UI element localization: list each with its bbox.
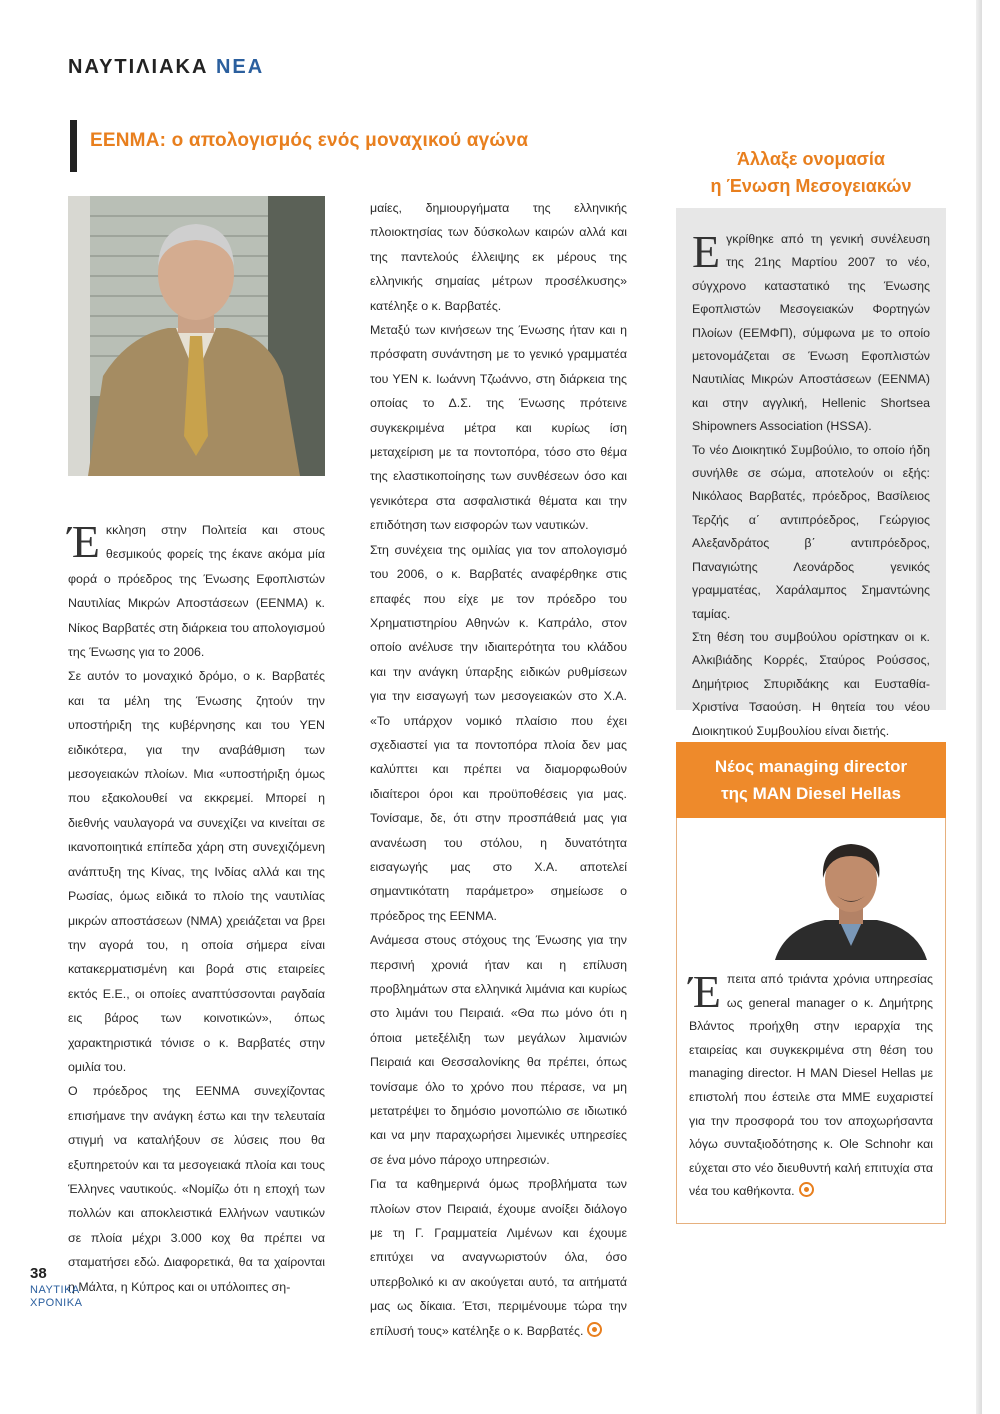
sidebar2-paragraph-text: πειτα από τριάντα χρόνια υπηρεσίας ως general manager ο κ. Δημήτρης Βλάντος προήχθη στην ιεραρχία της εταιρείας και συγκεκριμένα στη θέση του managing director. Η MAN Diesel Hellas με επιστολή που έστειλε στα ΜΜΕ ευχαριστεί για την προσφορά του τον αποχωρήσαντα λόγω συνταξιοδότησης κ. Ole Schnohr και εύχεται στο νέο διευθυντή καλή επιτυχία στα νέα του καθήκοντα. xyxy=(689,972,933,1199)
title-bar xyxy=(70,120,77,172)
article-paragraph xyxy=(68,518,325,664)
portrait-varvates xyxy=(68,196,325,476)
sidebar1-text xyxy=(692,228,930,743)
article-title: ΕΕΝΜΑ: ο απολογισμός ενός μοναχικού αγώνα xyxy=(90,130,529,151)
section-header xyxy=(68,56,264,79)
magazine-name-line2: ΧΡΟΝΙΚΑ xyxy=(30,1297,83,1309)
article-paragraph-text: κκληση στην Πολιτεία και στους θεσμικούς φορείς της έκανε ακόμα μία φορά ο πρόεδρος της Ένωσης Εφοπλιστών Ναυτιλίας Μικρών Αποστάσεων (ΕΕΝΜΑ) κ. Νίκος Βαρβατές στη διάρκεια του απολογισμού της Ένωσης για το 2006. xyxy=(68,523,325,660)
page-spine xyxy=(976,0,982,1414)
portrait-vlantos xyxy=(765,828,937,960)
article-paragraph: Ανάμεσα στους στόχους της Ένωσης για την περσινή χρονιά ήταν και η επίλυση προβλημάτων στα ελληνικά λιμάνια και κυρίως στο λιμάνι του Πειραιά. «Θα πω μόνο ότι η όποια μετεξέλιξη των μεγάλων λιμανιών Πειραιά και Θεσσαλονίκης θα πρέπει, όπως τονίσαμε όλο το χρόνο που πέρασε, να μη μετατρέψει το δημόσιο μονοπώλιο σε ιδιωτικό και να μην παραχωρήσει λιμενικές υπηρεσίες σε ένα μόνο πάροχο υπηρεσιών. xyxy=(370,933,627,1167)
section-header-word2: ΝΕΑ xyxy=(215,56,265,78)
sidebar2-text xyxy=(689,968,933,1204)
page-number: 38 xyxy=(30,1265,47,1282)
sidebar2-title xyxy=(676,742,946,818)
article-paragraph: Μεταξύ των κινήσεων της Ένωσης ήταν και η πρόσφατη συνάντηση με το γενικό γραμματέα του ΥΕΝ κ. Ιωάννη Τζωάννο, στη διάρκεια της οποίας το Δ.Σ. της Ένωσης πρότεινε συγκεκριμένα μέτρα και κυρίως ίση μεταχείριση με τα ποντοπόρα, τόσο στο θέμα της ελαστικοποίησης των συνθέσεων όσο και γενικότερα στα ασφαλιστικά θέματα και την επιδότηση των εισφορών των ναυτικών. xyxy=(370,323,627,533)
dropcap: Ε xyxy=(692,226,721,277)
dropcap: Έ xyxy=(68,516,100,567)
article-paragraph: μαίες, δημιουργήματα της ελληνικής πλοιοκτησίας των δύσκολων καιρών αλλά και της παντελούς έλλειψης εκ μέρους της ελληνικής σημαίας μέτρων προσέλκυσης» κατέληξε ο κ. Βαρβατές. xyxy=(370,201,627,313)
magazine-name xyxy=(30,1284,82,1310)
sidebar1-paragraph-text: γκρίθηκε από τη γενική συνέλευση της 21ης Μαρτίου 2007 το νέο, σύγχρονο καταστατικό της Ένωσης Εφοπλιστών Μεσογειακών Φορτηγών Πλοίων (ΕΕΜΦΠ), σύμφωνα με το οποίο μετονομάζεται σε Ένωση Εφοπλιστών Ναυτιλίας Μικρών Αποστάσεων (ΕΕΝΜΑ) και στην αγγλική, Hellenic Shortsea Shipowners Association (HSSA). xyxy=(692,232,930,434)
sidebar1-paragraph: Το νέο Διοικητικό Συμβούλιο, το οποίο ήδη συνήλθε σε σώμα, αποτελούν οι εξής: Νικόλαος Βαρβατές, πρόεδρος, Βασίλειος Τερζής α΄ αντιπρόεδρος, Γεώργιος Αλεξανδράτος β΄ αντιπρόεδρος, Παναγιώτης Λεονάρδος γενικός γραμματέας, Χαράλαμπος Σημαντώνης ταμίας. xyxy=(692,442,930,621)
sidebar2-title-line1: Νέος managing director xyxy=(714,757,908,776)
article-paragraph xyxy=(370,1172,627,1343)
article-column-2 xyxy=(370,196,627,1343)
sidebar1-title xyxy=(676,146,946,200)
article-paragraph: Ο πρόεδρος της ΕΕΝΜΑ συνεχίζοντας επισήμανε την ανάγκη έστω και την τελευταία στιγμή να καταλήξουν σε λύσεις που θα εξυπηρετούν και τα μεσογειακά πλοία και τους Έλληνες ναυτικούς. «Νομίζω ότι η εποχή των πολλών και αποκλειστικά Ελλήνων ναυτικών σε πλοία μέχρι 3.000 κοχ θα πρέπει να σταματήσει εδώ. Διαφορετικά, θα τα χαίρονται η Μάλτα, η Κύπρος και οι υπόλοιπες ση- xyxy=(68,1084,325,1294)
sidebar1-box xyxy=(676,208,946,738)
sidebar1-paragraph: Στη θέση του συμβούλου ορίστηκαν οι κ. Αλκιβιάδης Κορρές, Σταύρος Ρούσσος, Δημήτριος Σπυριδάκης και Ευσταθία-Χριστίνα Τσαούση. Η θητεία του νέου Διοικητικού Συμβουλίου είναι διετής. xyxy=(692,629,930,738)
end-of-article-icon xyxy=(587,1322,602,1337)
sidebar2-title-line2: της MAN Diesel Hellas xyxy=(721,784,901,803)
sidebar2-box xyxy=(676,818,946,1224)
magazine-name-line1: ΝΑΥΤΙΚΑ xyxy=(30,1284,80,1296)
sidebar2-paragraph xyxy=(689,968,933,1204)
article-paragraph: Στη συνέχεια της ομιλίας για τον απολογισμό του 2006, ο κ. Βαρβατές αναφέρθηκε στις επαφές που είχε με τον πρόεδρο του Χρηματιστηρίου Αθηνών κ. Καπράλο, στον οποίο ανέλυσε την ιδιαιτερότητα του κλάδου και την ανάγκη ύπαρξης ειδικών ρυθμίσεων για την εισαγωγή των μεσογειακών στο Χ.Α. «Το υπάρχον νομικό πλαίσιο που έχει σχεδιαστεί για τα ποντοπόρα πλοία δεν μας καλύπτει και πρέπει να διαμορφωθούν ιδιαίτεροι όροι και προϋποθέσεις για μας. Τονίσαμε, δε, ότι στην προσπάθειά μας για ανανέωση του στόλου, η δυνατότητα εισαγωγής μας στο Χ.Α. αποτελεί σημαντικότατη παράμετρο» σημείωσε ο πρόεδρος της ΕΕΝΜΑ. xyxy=(370,542,627,923)
end-of-article-icon xyxy=(799,1182,814,1197)
article-paragraph-text: Για τα καθημερινά όμως προβλήματα των πλοίων στον Πειραιά, έχουμε ανοίξει διάλογο με τη Γ. Γραμματεία Λιμένων και έχουμε επιτύχει να αναγνωριστούν όλα, όσο υπερβολικό κι αν ακούγεται αυτό, τα αιτήματά μας ως δίκαια. Έτσι, περιμένουμε τώρα την επίλυσή τους» κατέληξε ο κ. Βαρβατές. xyxy=(370,1177,627,1338)
article-column-1 xyxy=(68,518,325,1299)
dropcap: Έ xyxy=(689,966,721,1017)
article-paragraph: Σε αυτόν το μοναχικό δρόμο, ο κ. Βαρβατές και τα μέλη της Ένωσης ζητούν την υποστήριξη της κυβέρνησης και του ΥΕΝ ειδικότερα, για την αναβάθμιση των μεσογειακών πλοίων. Μια «υποστήριξη όμως που εξακολουθεί να εκκρεμεί. Μπορεί η διεθνής ναυλαγορά να συνεχίζει να κινείται σε ικανοποιητικά επίπεδα χάρη στη συνεχιζόμενη ανάπτυξη της Κίνας, της Ινδίας αλλά και της Ρωσίας, όμως ειδικά το πλοίο της ναυτιλίας μικρών αποστάσεων (ΝΜΑ) χρειάζεται να βρει την αγορά του, η οποία σήμερα είναι κατακερματισμένη και βορά στις εταιρείες εκτός Ε.Ε., οι οποίες αναπτύσσονται ραγδαία εις βάρος των κοινοτικών», όπως χαρακτηριστικά τόνισε ο κ. Βαρβατές στην ομιλία του. xyxy=(68,669,325,1074)
sidebar1-title-line2: η Ένωση Μεσογειακών xyxy=(710,176,912,196)
sidebar1-paragraph xyxy=(692,228,930,439)
sidebar1-title-line1: Άλλαξε ονομασία xyxy=(737,149,885,169)
section-header-word1: ΝΑΥΤΙΛΙΑΚΑ xyxy=(68,56,209,78)
